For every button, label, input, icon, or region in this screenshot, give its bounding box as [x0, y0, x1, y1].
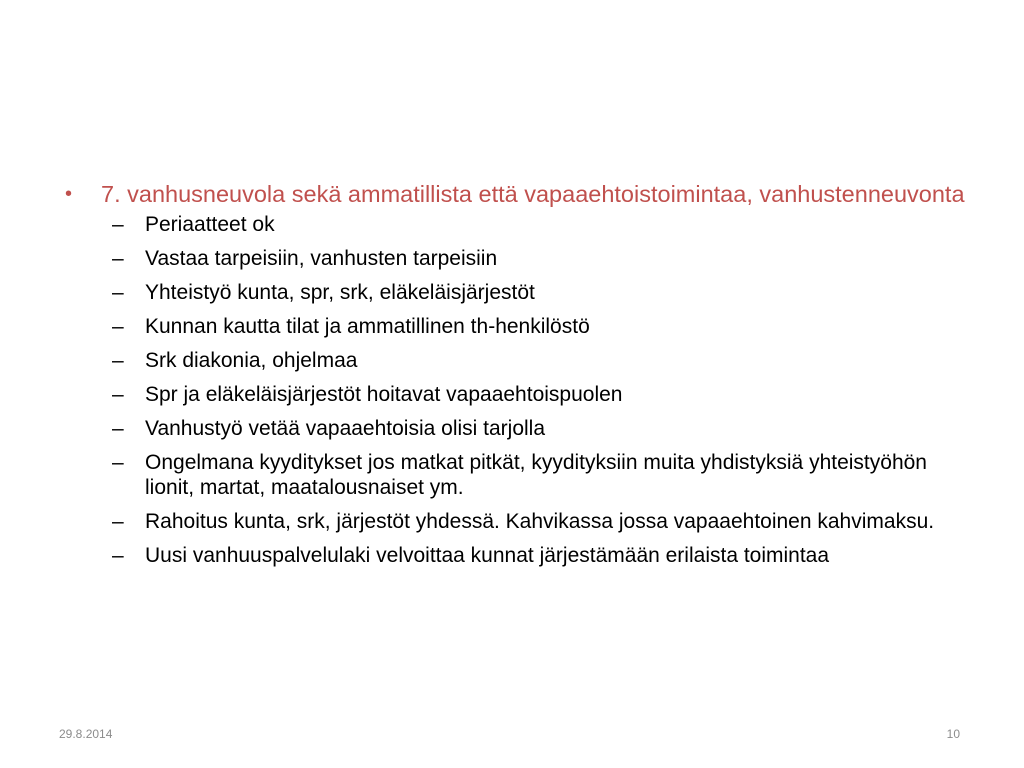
- sub-bullet-list: [65, 212, 965, 568]
- sub-bullet-text: Spr ja eläkeläisjärjestöt hoitavat vapaaehtoispuolen: [145, 383, 623, 406]
- sub-bullet-text: Vanhustyö vetää vapaaehtoisia olisi tarjolla: [145, 417, 546, 440]
- dash-marker: –: [112, 510, 124, 533]
- sub-bullet-item: [112, 543, 965, 568]
- sub-bullet-item: [112, 450, 965, 500]
- sub-bullet-item: [112, 509, 965, 534]
- dash-marker: –: [112, 451, 124, 474]
- sub-bullet-text: Uusi vanhuuspalvelulaki velvoittaa kunnat järjestämään erilaista toimintaa: [145, 544, 830, 567]
- dash-marker: –: [112, 417, 124, 440]
- dash-marker: –: [112, 349, 124, 372]
- dash-marker: –: [112, 281, 124, 304]
- slide-content: [65, 180, 965, 577]
- sub-bullet-text: Rahoitus kunta, srk, järjestöt yhdessä. Kahvikassa jossa vapaaehtoinen kahvimaksu.: [145, 510, 935, 533]
- sub-bullet-item: [112, 382, 965, 407]
- sub-bullet-text: Yhteistyö kunta, spr, srk, eläkeläisjärjestöt: [145, 281, 535, 304]
- footer-date: 29.8.2014: [59, 727, 113, 741]
- dash-marker: –: [112, 213, 124, 236]
- sub-bullet-item: [112, 212, 965, 237]
- sub-bullet-item: [112, 280, 965, 305]
- sub-bullet-item: [112, 314, 965, 339]
- sub-bullet-text: Vastaa tarpeisiin, vanhusten tarpeisiin: [145, 247, 498, 270]
- bullet-marker: •: [65, 183, 73, 205]
- dash-marker: –: [112, 315, 124, 338]
- dash-marker: –: [112, 383, 124, 406]
- main-bullet-text: 7. vanhusneuvola sekä ammatillista että vapaaehtoistoimintaa, vanhustenneuvonta: [101, 181, 965, 207]
- sub-bullet-item: [112, 348, 965, 373]
- sub-bullet-text: Kunnan kautta tilat ja ammatillinen th-henkilöstö: [145, 315, 590, 338]
- sub-bullet-item: [112, 416, 965, 441]
- page-number: 10: [946, 727, 960, 741]
- sub-bullet-text: Ongelmana kyyditykset jos matkat pitkät, kyydityksiin muita yhdistyksiä yhteistyöhön lionit, martat, maatalousnaiset ym.: [145, 451, 927, 499]
- sub-bullet-text: Srk diakonia, ohjelmaa: [145, 349, 358, 372]
- sub-bullet-text: Periaatteet ok: [145, 213, 275, 236]
- dash-marker: –: [112, 247, 124, 270]
- main-bullet: [65, 180, 965, 208]
- dash-marker: –: [112, 544, 124, 567]
- sub-bullet-item: [112, 246, 965, 271]
